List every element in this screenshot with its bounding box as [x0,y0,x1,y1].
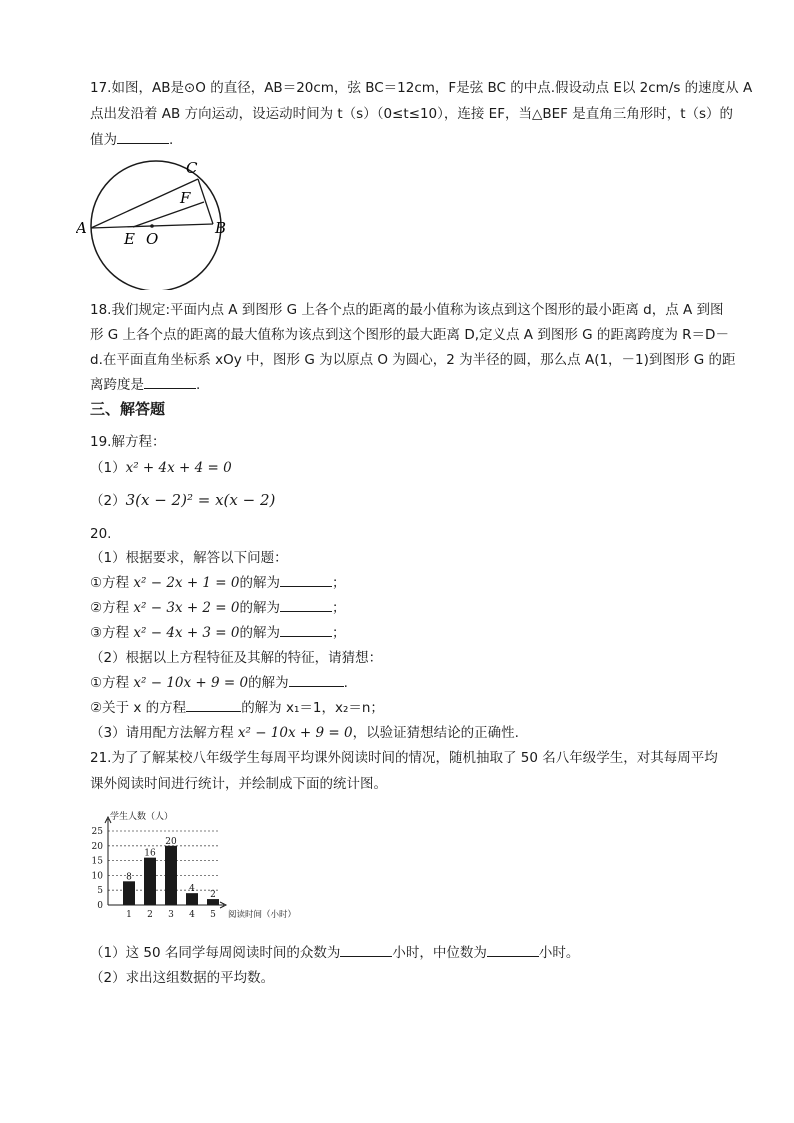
bar [123,881,135,905]
q20-part3: （3）请用配方法解方程 x² − 10x + 9 = 0，以验证猜想结论的正确性. [90,725,519,741]
segment-ef [133,202,204,227]
q18-line2: 形 G 上各个点的距离的最大值称为该点到这个图形的最大距离 D,定义点 A 到图形 G 的距离跨度为 R＝D－ [90,327,729,343]
section-heading: 三、解答题 [90,400,166,418]
answer-blank [117,129,169,144]
answer-blank [144,374,196,389]
x-tick-label: 2 [147,910,153,920]
equation: 3(x − 2)² = x(x − 2) [125,491,276,509]
center-dot [150,224,154,228]
equation: x² − 10x + 9 = 0 [237,725,353,741]
q17-line1: 17.如图，AB是⊙O 的直径，AB＝20cm，弦 BC＝12cm，F是弦 BC 的中点.假设动点 E以 2cm/s 的速度从 A [90,80,753,96]
q21-line1: 21.为了了解某校八年级学生每周平均课外阅读时间的情况，随机抽取了 50 名八年级学生，对其每周平均 [90,750,718,766]
y-tick-label: 0 [97,901,103,911]
bar-value-label: 2 [210,890,216,901]
answer-blank [280,572,332,587]
answer-blank [186,697,241,712]
x-tick-label: 3 [168,910,174,920]
q20-sub1: ①方程 x² − 2x + 1 = 0的解为 ； [90,570,714,596]
y-axis-title: 学生人数（人） [110,812,174,822]
q17-line3: 值为 . [90,127,714,153]
equation: x² − 3x + 2 = 0 [133,600,240,616]
x-tick-label: 4 [189,910,195,920]
label-a: A [76,219,87,237]
answer-blank [340,942,392,957]
label-b: B [215,219,227,237]
y-tick-label: 15 [91,856,103,867]
answer-blank [280,597,332,612]
bar-value-label: 8 [126,872,132,883]
y-tick-label: 5 [97,886,103,897]
bar [165,846,177,905]
q21-line2: 课外阅读时间进行统计，并绘制成下面的统计图。 [90,776,387,792]
bar-value-label: 20 [165,836,177,847]
equation: x² − 2x + 1 = 0 [133,575,240,591]
bar-value-label: 16 [144,848,156,859]
q19-part2: （2）3(x − 2)² = x(x − 2) [90,491,276,509]
bar-value-label: 4 [189,884,195,895]
q18-line4: 离跨度是 . [90,372,714,398]
equation: x² − 10x + 9 = 0 [133,675,249,691]
circle-figure [76,155,236,290]
answer-blank [289,672,344,687]
q18-line1: 18.我们规定:平面内点 A 到图形 G 上各个点的距离的最小值称为该点到这个图形的最小距离 d，点 A 到图 [90,302,724,318]
x-tick-label: 1 [126,910,132,920]
x-tick-label: 5 [210,910,216,920]
y-tick-label: 25 [91,827,103,837]
y-tick-label: 20 [91,841,103,852]
chord-bc [198,179,213,224]
label-o: O [146,230,159,248]
answer-blank [280,622,332,637]
q21-sub1: （1）这 50 名同学每周阅读时间的众数为 小时，中位数为 小时。 [90,940,714,966]
label-f: F [180,189,191,207]
q20-guess2: ②关于 x 的方程 的解为 x₁＝1，x₂＝n； [90,695,714,721]
bar [144,858,156,905]
y-tick-label: 10 [91,871,103,882]
q20-number: 20. [90,526,112,542]
q19-title: 19.解方程： [90,434,166,450]
q20-part1: （1）根据要求，解答以下问题： [90,550,288,566]
q21-sub2: （2）求出这组数据的平均数。 [90,970,275,986]
x-axis-title: 阅读时间（小时） [228,910,297,920]
q20-guess1: ①方程 x² − 10x + 9 = 0的解为 . [90,670,714,696]
q20-sub2: ②方程 x² − 3x + 2 = 0的解为 ； [90,595,714,621]
q20-part2: （2）根据以上方程特征及其解的特征，请猜想： [90,650,383,666]
q19-part1: （1）x² + 4x + 4 = 0 [90,460,232,476]
equation: x² − 4x + 3 = 0 [133,625,240,641]
q20-sub3: ③方程 x² − 4x + 3 = 0的解为 ； [90,620,714,646]
q18-line3: d.在平面直角坐标系 xOy 中，图形 G 为以原点 O 为圆心，2 为半径的圆，那么点 A(1，－1)到图形 G 的距 [90,352,736,368]
label-e: E [124,230,135,248]
equation: x² + 4x + 4 = 0 [125,460,232,476]
answer-blank [487,942,539,957]
reading-time-bar-chart [88,810,298,925]
q17-line2: 点出发沿着 AB 方向运动，设运动时间为 t（s）（0≤t≤10），连接 EF，当△BEF 是直角三角形时，t（s）的 [90,106,734,122]
bar [186,893,198,905]
label-c: C [186,159,198,177]
